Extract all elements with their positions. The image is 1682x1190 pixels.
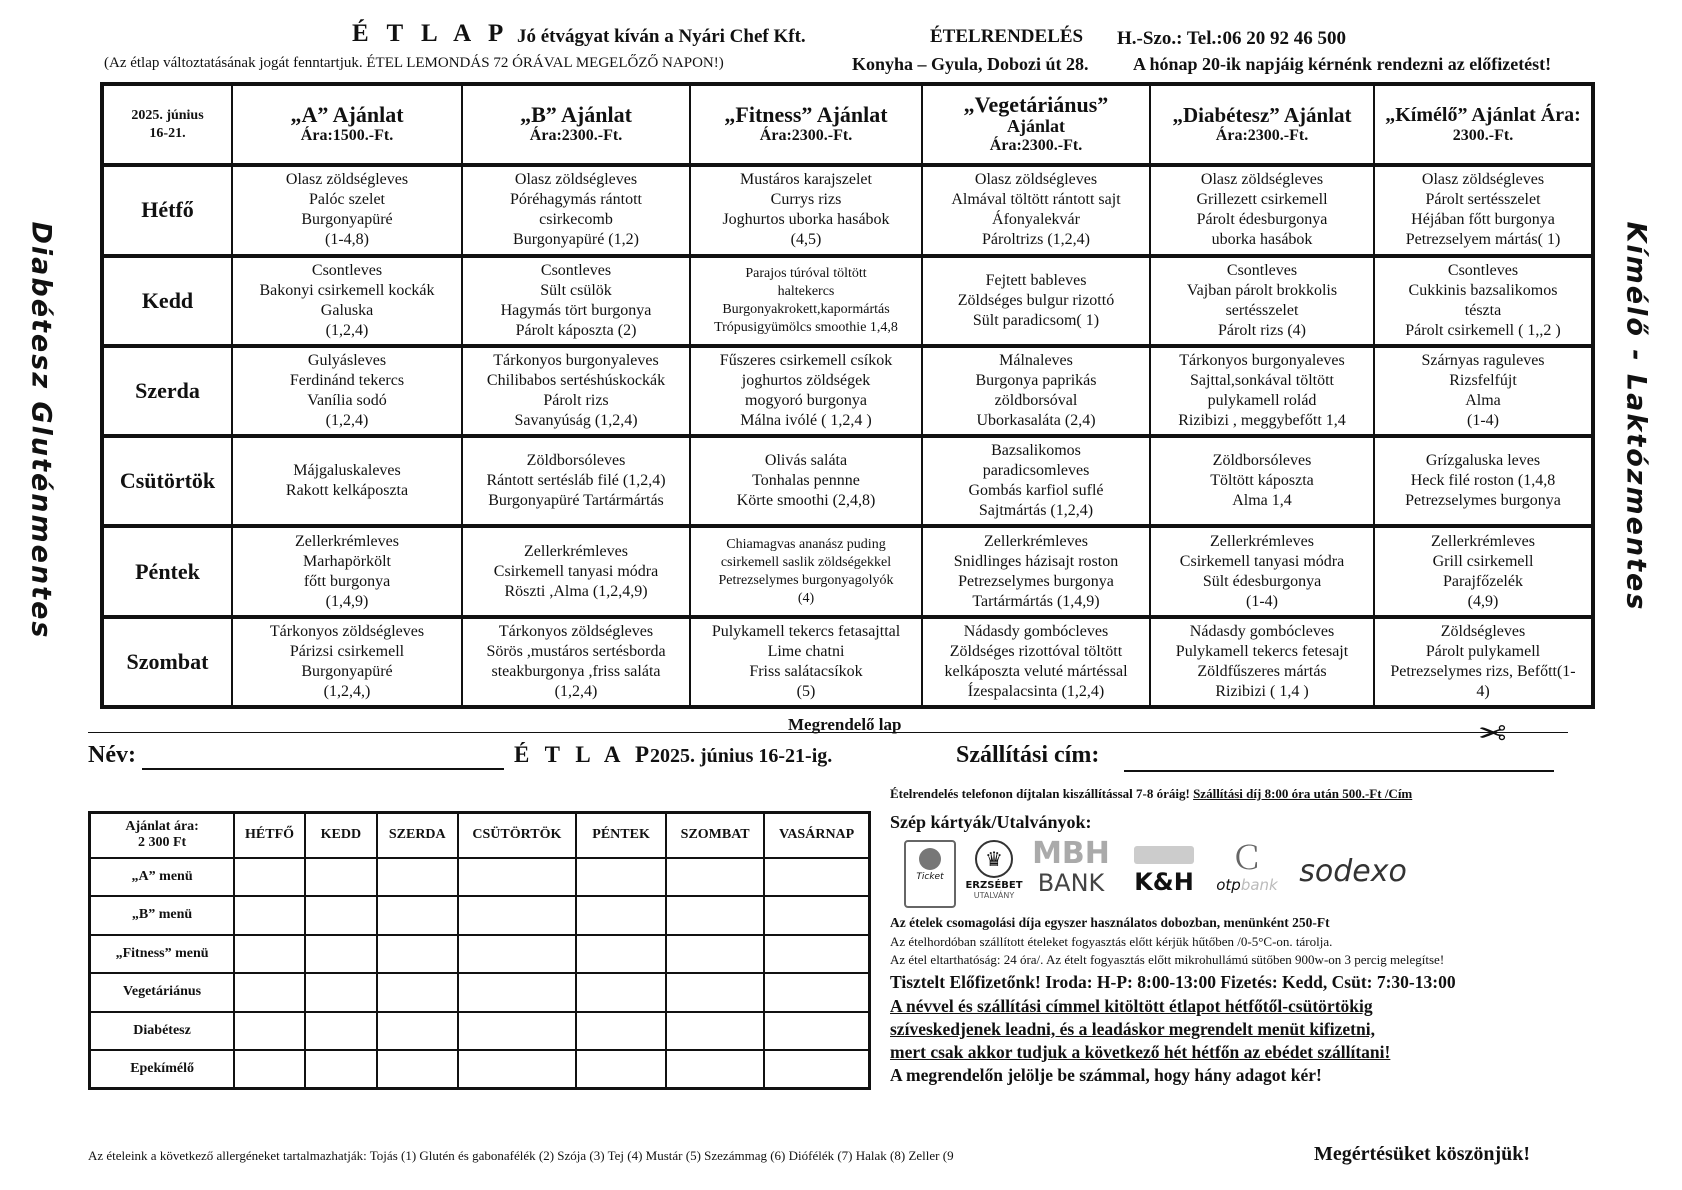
menu-dish-line: Burgonyakrokett,kapormártás — [722, 301, 890, 317]
menu-row-3 — [102, 346, 1593, 436]
order-day-header: HÉTFŐ — [234, 813, 305, 858]
thanks-note: Megértésüket köszönjük! — [1314, 1143, 1531, 1165]
menu-dish-line: Zöldborsóleves — [526, 452, 626, 470]
order-quantity-cell[interactable] — [305, 1012, 377, 1051]
order-quantity-cell[interactable] — [764, 1050, 869, 1089]
menu-cell — [462, 526, 690, 616]
menu-dish-line: Hagymás tört burgonya — [500, 301, 652, 319]
offer-fitness-header: „Fitness” Ajánlat Ára:2300.-Ft. — [690, 84, 922, 165]
order-row — [90, 935, 870, 974]
order-label: ÉTELRENDELÉS — [930, 26, 1084, 47]
menu-header-row — [102, 84, 1593, 165]
menu-dish-line: Petrezselymes rizs, Befőtt(1- — [1390, 662, 1576, 680]
instruction-line-4: A megrendelőn jelölje be számmal, hogy hány adagot kér! — [890, 1065, 1322, 1085]
order-quantity-cell[interactable] — [458, 1012, 576, 1051]
menu-dish-line: Petrezselymes burgonya — [958, 572, 1114, 590]
menu-dish-line: Savanyúság (1,2,4) — [514, 411, 638, 429]
order-quantity-cell[interactable] — [666, 1050, 764, 1089]
menu-dish-line: Olasz zöldségleves — [974, 171, 1098, 189]
sodexo-logo: sodexo — [1299, 854, 1407, 889]
order-quantity-cell[interactable] — [234, 1050, 305, 1089]
menu-cell — [462, 346, 690, 436]
menu-dish-line: (1,4,9) — [325, 592, 369, 610]
menu-dish-line: Alma 1,4 — [1232, 492, 1292, 510]
ticket-logo: Ticket — [904, 840, 956, 908]
name-label: Név: — [88, 742, 136, 768]
mbh-logo: MBH BANK — [1032, 836, 1110, 897]
allergen-legend: Az ételeink a következő allergéneket tartalmazhatják: Tojás (1) Glutén és gabonafélék (2) Szója (3) Tej (4) Mustár (5) Szezámmag (6) Diófélék (7) Halak (8) Zeller (9 — [88, 1148, 954, 1163]
menu-dish-line: Sajtmártás (1,2,4) — [978, 502, 1094, 520]
disclaimer: (Az étlap változtatásának jogát fenntartjuk. ÉTEL LEMONDÁS 72 ÓRÁVAL MEGELŐZŐ NAPON!) — [104, 55, 724, 71]
ticket-circle-icon — [919, 848, 941, 870]
menu-dish-line: csirkecomb — [539, 211, 613, 229]
menu-dish-line: Párolt pulykamell — [1425, 642, 1541, 660]
menu-cell — [690, 256, 922, 346]
menu-dish-line: Sült édesburgonya — [1202, 572, 1322, 590]
menu-dish-line: Sült paradicsom( 1) — [972, 311, 1100, 329]
menu-dish-line: (1-4) — [1246, 592, 1278, 610]
menu-dish-line: Parajfőzelék — [1443, 572, 1523, 590]
order-day-header: SZERDA — [377, 813, 458, 858]
menu-dish-line: Zöldségleves — [1440, 622, 1526, 640]
menu-dish-line: Lime chatni — [767, 642, 845, 660]
menu-dish-line: Bakonyi csirkemell kockák — [259, 281, 435, 299]
menu-row-5 — [102, 526, 1593, 616]
order-menu-label: Epekímélő — [90, 1050, 235, 1089]
menu-cell — [922, 256, 1150, 346]
menu-dish-line: (1,2,4) — [325, 321, 369, 339]
menu-dish-line: Vanília sodó — [307, 391, 387, 409]
menu-cell — [1150, 617, 1374, 707]
menu-dish-line: Májgaluskaleves — [293, 462, 401, 480]
scissors-icon: ✂ — [1478, 716, 1507, 753]
menu-dish-line: Rizsfelfújt — [1449, 371, 1517, 389]
cut-line — [88, 732, 1568, 733]
menu-dish-line: főtt burgonya — [303, 572, 391, 590]
menu-cell — [232, 617, 462, 707]
order-quantity-cell[interactable] — [666, 896, 764, 935]
order-date-range: 2025. június 16-21-ig. — [650, 745, 833, 767]
menu-dish-line: Csirkemell tanyasi módra — [1179, 552, 1345, 570]
instruction-line-3: mert csak akkor tudjuk a következő hét hétfőn az ebédet szállítani! — [890, 1042, 1391, 1062]
menu-cell — [690, 165, 922, 255]
menu-dish-line: Zellerkrémleves — [984, 532, 1088, 550]
order-row — [90, 1012, 870, 1051]
menu-dish-line: Héjában főtt burgonya — [1411, 211, 1555, 229]
menu-row-4 — [102, 436, 1593, 526]
menu-dish-line: Pároltrizs (1,2,4) — [982, 231, 1090, 249]
menu-cell — [1374, 256, 1593, 346]
menu-dish-line: Pulykamell tekercs fetesajt — [1175, 642, 1349, 660]
order-quantity-cell[interactable] — [377, 973, 458, 1012]
menu-cell — [690, 526, 922, 616]
menu-dish-line: Csontleves — [311, 261, 383, 279]
day-label: Szerda — [102, 346, 232, 436]
menu-dish-line: (1,2,4) — [325, 411, 369, 429]
day-label: Szombat — [102, 617, 232, 707]
menu-dish-line: Chilibabos sertéshúskockák — [486, 371, 666, 389]
kitchen-address: Konyha – Gyula, Dobozi út 28. — [852, 54, 1089, 74]
day-label: Csütörtök — [102, 436, 232, 526]
offer-b-header: „B” Ajánlat Ára:2300.-Ft. — [462, 84, 690, 165]
menu-dish-line: Málnaleves — [999, 351, 1073, 369]
menu-dish-line: Almával töltött rántott sajt — [951, 191, 1121, 209]
order-quantity-cell[interactable] — [305, 935, 377, 974]
menu-dish-line: Zellerkrémleves — [295, 532, 399, 550]
order-quantity-cell[interactable] — [377, 1012, 458, 1051]
menu-dish-line: Párolt csirkemell ( 1,,2 ) — [1405, 321, 1561, 339]
order-quantity-cell[interactable] — [764, 935, 869, 974]
menu-dish-line: Burgonya paprikás — [975, 371, 1097, 389]
erzsebet-logo: ♛ ERZSÉBET UTALVÁNY — [962, 840, 1026, 906]
order-quantity-cell[interactable] — [576, 896, 666, 935]
order-day-header: PÉNTEK — [576, 813, 666, 858]
menu-dish-line: Vajban párolt brokkolis — [1186, 281, 1338, 299]
menu-dish-line: Szárnyas raguleves — [1421, 351, 1545, 369]
order-quantity-cell[interactable] — [458, 973, 576, 1012]
menu-dish-line: csirkemell saslik zöldségekkel — [720, 554, 892, 570]
menu-dish-line: Párolt rizs (4) — [1218, 321, 1306, 339]
week-label: 2025. június 16-21. — [102, 84, 232, 165]
order-quantity-cell[interactable] — [458, 935, 576, 974]
menu-dish-line: Sajttal,sonkával töltött — [1190, 371, 1334, 389]
menu-dish-line: Zöldfűszeres mártás — [1197, 662, 1327, 680]
menu-cell — [690, 436, 922, 526]
order-quantity-cell[interactable] — [764, 896, 869, 935]
menu-cell — [1150, 526, 1374, 616]
menu-dish-line: Petrezselymes burgonyagolyók — [718, 572, 894, 588]
menu-dish-line: Párolt káposzta (2) — [515, 321, 637, 339]
order-quantity-cell[interactable] — [234, 1012, 305, 1051]
menu-dish-line: Palóc szelet — [309, 191, 385, 209]
menu-cell — [1374, 617, 1593, 707]
order-row — [90, 973, 870, 1012]
menu-cell — [1374, 526, 1593, 616]
menu-cell — [690, 617, 922, 707]
menu-dish-line: Bazsalikomos — [991, 442, 1081, 460]
menu-dish-line: Töltött káposzta — [1210, 472, 1314, 490]
menu-cell — [462, 165, 690, 255]
menu-dish-line: (4,5) — [790, 231, 822, 249]
order-quantity-cell[interactable] — [305, 858, 377, 897]
menu-dish-line: Rakott kelkáposzta — [285, 482, 409, 500]
menu-dish-line: kelkáposzta veluté mártéssal — [944, 662, 1128, 680]
order-quantity-cell[interactable] — [458, 896, 576, 935]
menu-dish-line: zöldborsóval — [994, 391, 1078, 409]
menu-dish-line: Sörös ,mustáros sertésborda — [486, 642, 666, 660]
menu-dish-line: Gombás karfiol suflé — [968, 482, 1104, 500]
order-quantity-cell[interactable] — [458, 1050, 576, 1089]
menu-dish-line: Burgonyapüré Tartármártás — [488, 492, 664, 510]
menu-dish-line: Zöldséges rizottóval töltött — [949, 642, 1123, 660]
menu-dish-line: Tárkonyos burgonyaleves — [493, 351, 659, 369]
instruction-line-1: A névvel és szállítási címmel kitöltött étlapot hétfőtől-csütörtökig — [890, 996, 1373, 1016]
otp-swirl-icon: Ｃ — [1230, 839, 1263, 877]
menu-dish-line: pulykamell rolád — [1207, 391, 1317, 409]
menu-dish-line: Zellerkrémleves — [524, 542, 628, 560]
order-quantity-cell[interactable] — [377, 1050, 458, 1089]
order-menu-label: „A” menü — [90, 858, 235, 897]
menu-dish-line: Heck filé roston (1,4,8 — [1410, 472, 1556, 490]
order-quantity-cell[interactable] — [234, 896, 305, 935]
menu-cell — [922, 346, 1150, 436]
menu-dish-line: Galuska — [320, 301, 374, 319]
order-quantity-cell[interactable] — [576, 935, 666, 974]
menu-dish-line: Zöldséges bulgur rizottó — [957, 291, 1115, 309]
menu-dish-line: Trópusigyümölcs smoothie 1,4,8 — [714, 319, 898, 335]
menu-cell — [462, 256, 690, 346]
payment-note: A hónap 20-ik napjáig kérnénk rendezni az előfizetést! — [1133, 54, 1552, 74]
order-menu-label: Vegetáriánus — [90, 973, 235, 1012]
menu-dish-line: Alma — [1465, 391, 1501, 409]
menu-dish-line: Olasz zöldségleves — [285, 171, 409, 189]
menu-dish-line: Burgonyapüré — [301, 662, 393, 680]
menu-dish-line: Grillezett csirkemell — [1196, 191, 1328, 209]
instruction-line-2: szíveskedjenek leadni, és a leadáskor megrendelt menüt kifizetni, — [890, 1019, 1375, 1039]
order-quantity-cell[interactable] — [234, 935, 305, 974]
name-input-line[interactable] — [142, 768, 504, 770]
menu-dish-line: Csontleves — [1447, 261, 1519, 279]
menu-dish-line: Röszti ,Alma (1,2,4,9) — [504, 582, 648, 600]
menu-dish-line: joghurtos zöldségek — [741, 371, 871, 389]
menu-dish-line: Tonhalas pennne — [752, 472, 860, 490]
order-day-header: VASÁRNAP — [764, 813, 869, 858]
order-phone: H.-Szo.: Tel.:06 20 92 46 500 — [1117, 28, 1347, 49]
order-quantity-cell[interactable] — [234, 858, 305, 897]
order-row — [90, 1050, 870, 1089]
menu-dish-line: Párolt rizs — [543, 391, 609, 409]
menu-dish-line: Friss salátacsíkok — [749, 662, 863, 680]
menu-dish-line: Burgonyapüré — [301, 211, 393, 229]
menu-dish-line: Tárkonyos zöldségleves — [269, 622, 425, 640]
menu-cell — [1374, 165, 1593, 255]
order-quantity-cell[interactable] — [234, 973, 305, 1012]
menu-dish-line: (1-4) — [1467, 411, 1499, 429]
menu-dish-line: Petrezselymes burgonya — [1405, 492, 1561, 510]
menu-dish-line: Rizibizi ( 1,4 ) — [1215, 682, 1309, 700]
order-menu-label: „B” menü — [90, 896, 235, 935]
menu-dish-line: Petrezselyem mártás( 1) — [1405, 231, 1561, 249]
order-menu-label: „Fitness” menü — [90, 935, 235, 974]
menu-dish-line: Sült csülök — [540, 281, 612, 299]
menu-dish-line: Burgonyapüré (1,2) — [513, 231, 639, 249]
menu-dish-line: (5) — [796, 682, 816, 700]
cards-title: Szép kártyák/Utalványok: — [890, 812, 1092, 832]
order-quantity-cell[interactable] — [305, 1050, 377, 1089]
order-quantity-cell[interactable] — [764, 858, 869, 897]
menu-dish-line: haltekercs — [777, 283, 835, 299]
menu-dish-line: Nádasdy gombócleves — [963, 622, 1109, 640]
menu-dish-line: tészta — [1464, 301, 1502, 319]
menu-dish-line: Zöldborsóleves — [1212, 452, 1312, 470]
order-quantity-cell[interactable] — [666, 935, 764, 974]
greeting: Jó étvágyat kíván a Nyári Chef Kft. — [517, 26, 806, 47]
menu-dish-line: Tárkonyos zöldségleves — [498, 622, 654, 640]
order-quantity-cell[interactable] — [305, 973, 377, 1012]
menu-dish-line: (1-4,8) — [325, 231, 369, 249]
menu-dish-line: Snidlinges házisajt roston — [953, 552, 1119, 570]
menu-dish-line: Chiamagvas ananász puding — [726, 536, 886, 552]
offer-gentle-header: „Kímélő” Ajánlat Ára: 2300.-Ft. — [1374, 84, 1593, 165]
menu-dish-line: Málna ivólé ( 1,2,4 ) — [740, 411, 872, 429]
menu-cell — [922, 526, 1150, 616]
order-row — [90, 896, 870, 935]
order-quantity-cell[interactable] — [377, 896, 458, 935]
menu-dish-line: Marhapörkölt — [303, 552, 391, 570]
menu-cell — [1374, 346, 1593, 436]
menu-dish-line: Nádasdy gombócleves — [1189, 622, 1335, 640]
offer-vegetarian-header: „Vegetáriánus” Ajánlat Ára:2300.-Ft. — [922, 84, 1150, 165]
day-label: Hétfő — [102, 165, 232, 255]
etlap-label: É T L A P — [514, 742, 655, 767]
menu-row-1 — [102, 165, 1593, 255]
shelf-life-info: Az étel eltarthatóság: 24 óra/. Az ételt fogyasztás előtt mikrohullámú sütőben 900w-on 3 percig melegítse! — [890, 952, 1445, 967]
menu-dish-line: Ízespalacsinta (1,2,4) — [967, 682, 1105, 700]
order-quantity-cell[interactable] — [764, 1012, 869, 1051]
erzsebet-crown-icon: ♛ — [975, 840, 1013, 878]
menu-dish-line: Ferdinánd tekercs — [289, 371, 405, 389]
menu-dish-line: Rántott sertésláb filé (1,2,4) — [486, 472, 666, 490]
menu-cell — [922, 436, 1150, 526]
menu-dish-line: Olasz zöldségleves — [514, 171, 638, 189]
order-quantity-cell[interactable] — [666, 858, 764, 897]
kh-logo: K&H — [1122, 846, 1206, 904]
menu-dish-line: Körte smoothi (2,4,8) — [736, 492, 876, 510]
menu-dish-line: Currys rizs — [770, 191, 842, 209]
menu-dish-line: Zellerkrémleves — [1210, 532, 1314, 550]
order-quantity-cell[interactable] — [576, 1012, 666, 1051]
order-day-header: SZOMBAT — [666, 813, 764, 858]
delivery-fee: Szállítási díj 8:00 óra után 500.-Ft /Cím — [1193, 786, 1413, 801]
kh-bar-icon — [1134, 846, 1194, 864]
menu-cell — [232, 256, 462, 346]
otp-logo: Ｃ otpbank — [1214, 840, 1280, 906]
order-quantity-cell[interactable] — [576, 1050, 666, 1089]
phone-order-info: Ételrendelés telefonon díjtalan kiszállítással 7-8 óráig! Szállítási díj 8:00 óra után 500.-Ft /Cím — [890, 786, 1413, 801]
order-quantity-cell[interactable] — [666, 973, 764, 1012]
packaging-info: Az ételek csomagolási díja egyszer használatos dobozban, menünként 250-Ft — [890, 915, 1330, 930]
menu-dish-line: Olivás saláta — [764, 452, 848, 470]
order-day-header: CSÜTÖRTÖK — [458, 813, 576, 858]
menu-cell — [1150, 436, 1374, 526]
order-quantity-cell[interactable] — [377, 935, 458, 974]
menu-dish-line: Mustáros karajszelet — [740, 171, 872, 189]
menu-dish-line: Párizsi csirkemell — [289, 642, 405, 660]
menu-dish-line: Joghurtos uborka hasábok — [722, 211, 890, 229]
menu-dish-line: Póréhagymás rántott — [510, 191, 642, 209]
menu-dish-line: Tartármártás (1,4,9) — [972, 592, 1100, 610]
order-quantity-cell[interactable] — [377, 858, 458, 897]
offer-a-header: „A” Ajánlat Ára:1500.-Ft. — [232, 84, 462, 165]
menu-table — [100, 82, 1595, 709]
address-label: Szállítási cím: — [956, 742, 1100, 768]
storage-info: Az ételhordóban szállított ételeket fogyasztás előtt kérjük hűtőben /0-5°C-on. tárolja. — [890, 934, 1333, 949]
menu-cell — [232, 165, 462, 255]
side-text-left: Diabétesz Gluténmentes — [25, 221, 57, 640]
menu-row-2 — [102, 256, 1593, 346]
menu-dish-line: Fűszeres csirkemell csíkok — [719, 351, 893, 369]
menu-cell — [232, 346, 462, 436]
office-hours: Tisztelt Előfizetőnk! Iroda: H-P: 8:00-13:00 Fizetés: Kedd, Csüt: 7:30-13:00 — [890, 972, 1456, 992]
menu-dish-line: (4) — [797, 590, 815, 606]
menu-dish-line: Csontleves — [540, 261, 612, 279]
menu-dish-line: Zellerkrémleves — [1431, 532, 1535, 550]
menu-cell — [232, 436, 462, 526]
menu-dish-line: Rizibizi , meggybefőtt 1,4 — [1178, 411, 1346, 429]
menu-dish-line: (4,9) — [1467, 592, 1499, 610]
menu-cell — [922, 165, 1150, 255]
menu-dish-line: steakburgonya ,friss saláta — [491, 662, 661, 680]
menu-row-6 — [102, 617, 1593, 707]
address-input-line[interactable] — [1124, 770, 1554, 772]
day-label: Péntek — [102, 526, 232, 616]
menu-dish-line: Áfonyalekvár — [992, 211, 1080, 229]
menu-dish-line: Grízgaluska leves — [1425, 452, 1541, 470]
order-quantity-cell[interactable] — [764, 973, 869, 1012]
order-quantity-cell[interactable] — [576, 973, 666, 1012]
menu-dish-line: Fejtett bableves — [985, 271, 1087, 289]
menu-dish-line: Parajos túróval töltött — [745, 265, 867, 281]
menu-cell — [922, 617, 1150, 707]
menu-dish-line: Gulyásleves — [307, 351, 387, 369]
etlap-title: É T L A P — [352, 20, 510, 47]
order-quantity-cell[interactable] — [576, 858, 666, 897]
day-label: Kedd — [102, 256, 232, 346]
menu-dish-line: Pulykamell tekercs fetasajttal — [711, 622, 901, 640]
menu-cell — [1150, 346, 1374, 436]
menu-dish-line: Párolt édesburgonya — [1196, 211, 1328, 229]
menu-dish-line: Uborkasaláta (2,4) — [976, 411, 1096, 429]
menu-dish-line: mogyoró burgonya — [745, 391, 867, 409]
order-row — [90, 858, 870, 897]
order-price-header: Ajánlat ára: 2 300 Ft — [90, 813, 235, 858]
order-day-header: KEDD — [305, 813, 377, 858]
menu-dish-line: Grill csirkemell — [1432, 552, 1534, 570]
menu-dish-line: Tárkonyos burgonyaleves — [1179, 351, 1345, 369]
menu-dish-line: Cukkinis bazsalikomos — [1408, 281, 1558, 299]
menu-dish-line: (1,2,4,) — [323, 682, 371, 700]
menu-dish-line: Olasz zöldségleves — [1200, 171, 1324, 189]
side-text-right: Kímélő - Laktózmentes — [1620, 221, 1652, 612]
order-quantity-cell[interactable] — [458, 858, 576, 897]
order-quantity-cell[interactable] — [666, 1012, 764, 1051]
menu-cell — [462, 617, 690, 707]
header-line-1 — [352, 20, 509, 48]
menu-dish-line: Olasz zöldségleves — [1421, 171, 1545, 189]
order-sheet-title: Megrendelő lap — [788, 715, 902, 734]
menu-cell — [690, 346, 922, 436]
menu-dish-line: (1,2,4) — [554, 682, 598, 700]
order-quantity-cell[interactable] — [305, 896, 377, 935]
menu-dish-line: 4) — [1476, 682, 1490, 700]
menu-dish-line: Párolt sertésszelet — [1425, 191, 1541, 209]
menu-dish-line: Csontleves — [1226, 261, 1298, 279]
menu-cell — [232, 526, 462, 616]
menu-dish-line: Csirkemell tanyasi módra — [493, 562, 659, 580]
menu-dish-line: paradicsomleves — [982, 462, 1090, 480]
menu-dish-line: sertésszelet — [1225, 301, 1299, 319]
order-table — [88, 811, 871, 1090]
menu-cell — [1150, 165, 1374, 255]
menu-cell — [1374, 436, 1593, 526]
menu-cell — [462, 436, 690, 526]
menu-dish-line: uborka hasábok — [1211, 231, 1313, 249]
offer-diabetes-header: „Diabétesz” Ajánlat Ára:2300.-Ft. — [1150, 84, 1374, 165]
menu-cell — [1150, 256, 1374, 346]
order-menu-label: Diabétesz — [90, 1012, 235, 1051]
